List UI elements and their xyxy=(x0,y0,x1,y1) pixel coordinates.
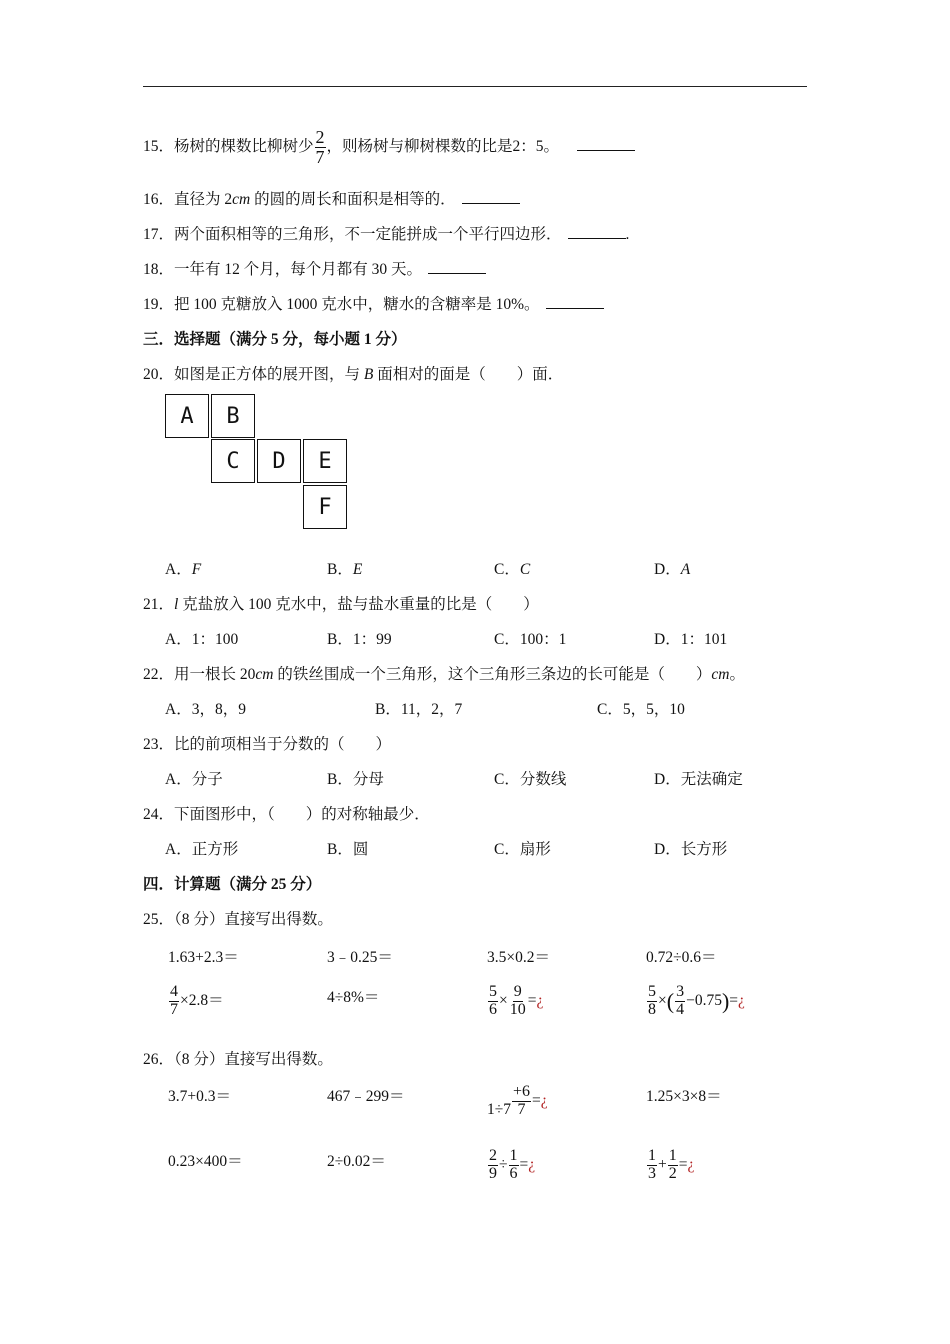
q23-option-b[interactable] xyxy=(327,767,384,789)
question-text: 下面图形中，（ ）的对称轴最少． xyxy=(174,806,430,823)
calc-item: 0.23×400＝ xyxy=(168,1153,243,1170)
unit-cm: cm xyxy=(255,666,274,683)
q21-option-b[interactable] xyxy=(327,627,392,649)
calc-item: 0.72÷0.6＝ xyxy=(646,949,717,966)
question-22 xyxy=(143,662,745,684)
option-label: C． xyxy=(494,631,520,648)
fraction: $\frac{5}{8}$ xyxy=(648,983,656,1018)
q22-option-a[interactable] xyxy=(165,697,246,719)
option-label: B． xyxy=(327,771,353,788)
question-text: 把 100 克糖放入 1000 克水中，糖水的含糖率是 10%。 xyxy=(174,296,540,313)
option-value: 正方形 xyxy=(191,841,239,858)
placeholder-glyph: ¿ xyxy=(536,991,544,1009)
net-face-a: A xyxy=(165,394,209,438)
question-number: 21． xyxy=(143,596,175,613)
option-value: 扇形 xyxy=(519,841,551,858)
question-text: 克盐放入 100 克水中，盐与盐水重量的比是（ ） xyxy=(178,596,539,613)
question-text: 杨树的棵数比柳树少 xyxy=(174,137,314,155)
option-value: 3，8，9 xyxy=(191,701,246,718)
question-number: 19． xyxy=(143,296,175,313)
q21-option-d[interactable] xyxy=(654,627,727,649)
operator: + xyxy=(658,1155,667,1173)
equals-sign: = xyxy=(678,1155,688,1173)
option-value: 100：1 xyxy=(519,631,567,648)
option-value: 11，2，7 xyxy=(400,701,463,718)
answer-blank[interactable] xyxy=(462,189,520,204)
calc-item: 4÷8%＝ xyxy=(327,989,380,1006)
left-paren: ( xyxy=(666,988,675,1014)
equals-sign: = xyxy=(729,991,739,1009)
operator: ÷ xyxy=(499,1155,508,1173)
q23-option-c[interactable] xyxy=(494,767,566,789)
answer-blank[interactable] xyxy=(577,136,635,151)
question-15 xyxy=(143,128,635,167)
fraction: $\frac{3}{4}$ xyxy=(676,983,685,1018)
section-3-title: 三．选择题（满分 5 分，每小题 1 分） xyxy=(143,331,407,348)
calc-item: 467﹣299＝ xyxy=(327,1088,405,1105)
q20-option-a[interactable] xyxy=(165,557,201,579)
option-label: D． xyxy=(654,841,681,858)
answer-blank[interactable] xyxy=(546,294,604,309)
calc-item-fraction xyxy=(487,1148,535,1183)
expression-text: ×2.8＝ xyxy=(180,991,224,1009)
period: . xyxy=(625,226,630,243)
option-label: B． xyxy=(327,561,353,578)
option-value: 无法确定 xyxy=(680,771,743,788)
calc-item-fraction xyxy=(646,1148,694,1183)
option-value: 圆 xyxy=(352,841,369,858)
option-label: D． xyxy=(654,771,681,788)
net-face-e: E xyxy=(303,439,347,483)
placeholder-glyph: ¿ xyxy=(528,1155,536,1173)
variable-b: B xyxy=(363,366,374,383)
question-number: 16． xyxy=(143,191,175,208)
question-text: 的铁丝围成一个三角形，这个三角形三条边的长可能是（ ） xyxy=(273,666,712,683)
fraction: $\frac{9}{10}$ xyxy=(509,983,526,1018)
fraction: $\frac{+6}{7}$ xyxy=(513,1083,531,1118)
q20-option-b[interactable] xyxy=(327,557,362,579)
calc-item: 3﹣0.25＝ xyxy=(327,949,393,966)
question-25 xyxy=(143,907,333,929)
question-number: 15． xyxy=(143,137,175,155)
question-text: 的圆的周长和面积是相等的． xyxy=(250,191,456,208)
net-face-d: D xyxy=(257,439,301,483)
q20-option-c[interactable] xyxy=(494,557,530,579)
question-18 xyxy=(143,257,486,279)
question-number: 23． xyxy=(143,736,175,753)
unit-cm: cm xyxy=(711,666,730,683)
option-value: 分数线 xyxy=(519,771,567,788)
fraction: $\frac{1}{6}$ xyxy=(509,1147,518,1182)
operator: × xyxy=(499,991,508,1009)
answer-blank[interactable] xyxy=(568,224,626,239)
question-23 xyxy=(143,732,391,754)
question-text: 一年有 12 个月，每个月都有 30 天。 xyxy=(174,261,423,278)
q20-option-d[interactable] xyxy=(654,557,690,579)
expression-text: −0.75 xyxy=(686,991,722,1009)
question-text: 用一根长 20 xyxy=(174,666,256,683)
q24-option-d[interactable] xyxy=(654,837,727,859)
unit-cm: cm xyxy=(232,191,251,208)
option-label: D． xyxy=(654,631,681,648)
option-value: E xyxy=(352,561,363,578)
question-number: 18． xyxy=(143,261,175,278)
calc-item-fraction xyxy=(646,984,745,1019)
option-label: A． xyxy=(165,701,192,718)
option-label: C． xyxy=(494,841,520,858)
placeholder-glyph: ¿ xyxy=(687,1155,695,1173)
question-text: 比的前项相当于分数的（ ） xyxy=(174,736,392,753)
option-value: 5，5，10 xyxy=(622,701,685,718)
q24-option-b[interactable] xyxy=(327,837,368,859)
option-label: C． xyxy=(494,771,520,788)
net-face-f: F xyxy=(303,485,347,529)
option-value: 分子 xyxy=(191,771,223,788)
calc-item-fraction xyxy=(168,984,224,1019)
q23-option-a[interactable] xyxy=(165,767,223,789)
equals-sign: = xyxy=(519,1155,529,1173)
option-value: 分母 xyxy=(352,771,384,788)
fraction: $\frac{2}{9}$ xyxy=(489,1147,497,1182)
calc-item: 3.5×0.2＝ xyxy=(487,949,550,966)
question-number: 24． xyxy=(143,806,175,823)
header-rule xyxy=(143,86,807,87)
option-value: 长方形 xyxy=(680,841,728,858)
fraction: $\frac{4}{7}$ xyxy=(170,983,178,1018)
q22-option-b[interactable] xyxy=(375,697,462,719)
q24-option-c[interactable] xyxy=(494,837,551,859)
question-17 xyxy=(143,222,629,244)
question-26 xyxy=(143,1047,333,1069)
question-number: 20． xyxy=(143,366,175,383)
placeholder-glyph: ¿ xyxy=(540,1091,548,1109)
option-label: B． xyxy=(375,701,401,718)
option-value: F xyxy=(191,561,202,578)
question-24 xyxy=(143,802,430,824)
option-value: 1：99 xyxy=(352,631,392,648)
calc-item: 2÷0.02＝ xyxy=(327,1153,386,1170)
question-text: （8 分）直接写出得数。 xyxy=(174,1051,333,1068)
period: 。 xyxy=(729,666,745,683)
option-label: A． xyxy=(165,561,192,578)
question-number: 22． xyxy=(143,666,175,683)
option-label: A． xyxy=(165,631,192,648)
operator: × xyxy=(658,991,667,1009)
question-16 xyxy=(143,187,520,209)
option-value: C xyxy=(519,561,531,578)
option-label: B． xyxy=(327,631,353,648)
equals-sign: = xyxy=(532,1091,541,1109)
fraction: $\frac{5}{6}$ xyxy=(489,983,497,1018)
question-text: （8 分）直接写出得数。 xyxy=(174,911,333,928)
q24-option-a[interactable] xyxy=(165,837,238,859)
q23-option-d[interactable] xyxy=(654,767,743,789)
calc-item: 1.63+2.3＝ xyxy=(168,949,239,966)
option-label: B． xyxy=(327,841,353,858)
question-text: 直径为 2 xyxy=(174,191,233,208)
answer-blank[interactable] xyxy=(428,259,486,274)
question-21 xyxy=(143,592,539,614)
fraction-2-7: $\frac{2}{7}$ xyxy=(315,127,325,167)
option-value: 1：101 xyxy=(680,631,728,648)
option-label: D． xyxy=(654,561,681,578)
placeholder-glyph: ¿ xyxy=(738,991,745,1009)
question-number: 17． xyxy=(143,226,175,243)
section-4-title: 四．计算题（满分 25 分） xyxy=(143,876,322,893)
net-face-b: B xyxy=(211,394,255,438)
calc-item: 3.7+0.3＝ xyxy=(168,1088,231,1105)
question-text: ，则杨树与柳树棵数的比是2：5。 xyxy=(326,137,560,155)
option-value: 1：100 xyxy=(191,631,239,648)
calc-item: 1.25×3×8＝ xyxy=(646,1088,722,1105)
question-19 xyxy=(143,292,604,314)
question-number: 26． xyxy=(143,1051,175,1068)
q22-option-c[interactable] xyxy=(597,697,685,719)
question-text: 如图是正方体的展开图，与 xyxy=(174,366,364,383)
q21-option-a[interactable] xyxy=(165,627,238,649)
net-face-c: C xyxy=(211,439,255,483)
variable-l: l xyxy=(174,596,179,613)
question-text: 面相对的面是（ ）面． xyxy=(373,366,564,383)
expression-text: 1÷7 xyxy=(487,1100,512,1118)
question-20 xyxy=(143,362,563,384)
fraction: $\frac{1}{3}$ xyxy=(648,1147,656,1182)
q21-option-c[interactable] xyxy=(494,627,566,649)
option-label: A． xyxy=(165,841,192,858)
equals-sign: = xyxy=(527,991,537,1009)
fraction: $\frac{1}{2}$ xyxy=(668,1147,677,1182)
option-label: A． xyxy=(165,771,192,788)
option-label: C． xyxy=(494,561,520,578)
question-text: 两个面积相等的三角形，不一定能拼成一个平行四边形． xyxy=(174,226,562,243)
calc-item-fraction xyxy=(487,984,543,1019)
option-label: C． xyxy=(597,701,623,718)
question-number: 25． xyxy=(143,911,175,928)
option-value: A xyxy=(680,561,691,578)
right-paren: ) xyxy=(721,988,730,1014)
calc-item-fraction xyxy=(487,1084,548,1119)
